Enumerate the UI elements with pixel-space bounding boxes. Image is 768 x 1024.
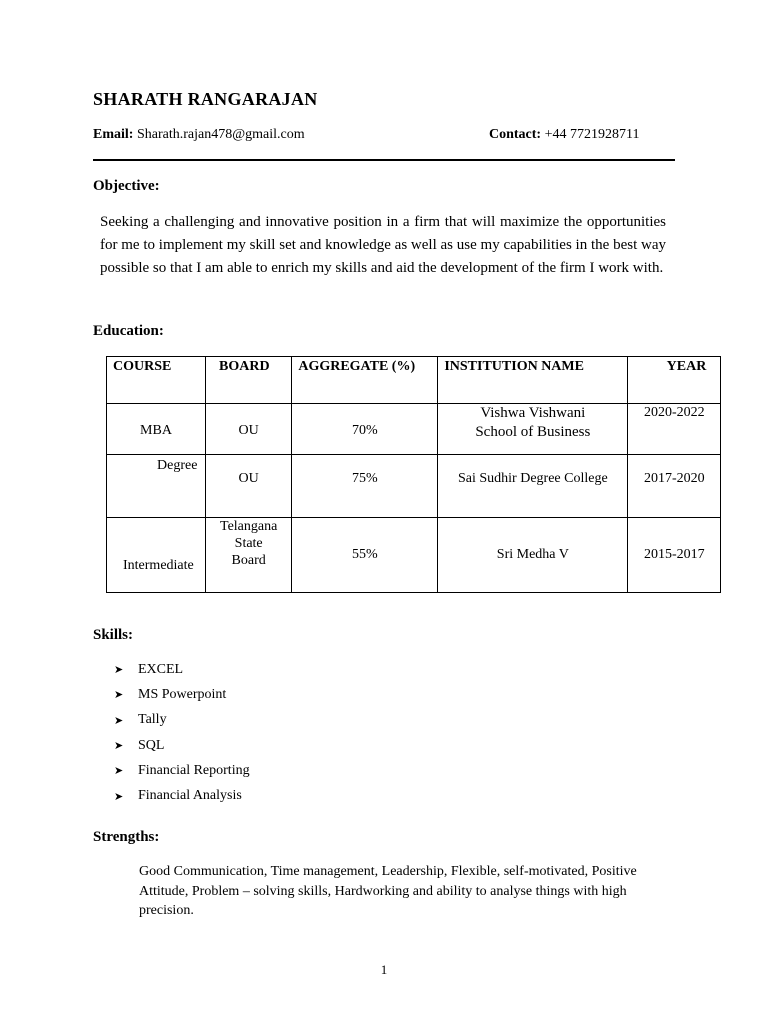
year-cell: 2020-2022 (628, 404, 721, 455)
institution-cell: Sri Medha V (438, 518, 628, 593)
arrow-bullet-icon: ➤ (114, 740, 124, 753)
skill-label: SQL (138, 737, 165, 753)
arrow-bullet-icon: ➤ (114, 765, 124, 778)
column-header-year: YEAR (628, 357, 721, 404)
institution-cell: Vishwa Vishwani School of Business (438, 404, 628, 455)
email-label: Email: (93, 127, 134, 142)
column-header-aggregate: AGGREGATE (%) (292, 357, 438, 404)
arrow-bullet-icon: ➤ (114, 689, 124, 702)
aggregate-cell: 55% (292, 518, 438, 593)
column-header-institution: INSTITUTION NAME (438, 357, 628, 404)
education-heading: Education: (93, 323, 164, 339)
arrow-bullet-icon: ➤ (114, 664, 124, 677)
objective-heading: Objective: (93, 178, 160, 194)
table-row (107, 404, 721, 455)
course-cell: Intermediate (107, 518, 206, 593)
year-cell: 2015-2017 (628, 518, 721, 593)
skill-label: EXCEL (138, 661, 184, 677)
education-table (106, 356, 721, 593)
aggregate-cell: 75% (292, 455, 438, 518)
list-item (114, 758, 250, 783)
table-row (107, 518, 721, 593)
arrow-bullet-icon: ➤ (114, 714, 124, 727)
objective-text: Seeking a challenging and innovative position in a firm that will maximize the opportunities for me to implement my skill set and knowledge as well as use my capabilities in the best way possible so that I am able to enrich my skills and aid the development of the firm I work with. (100, 214, 666, 276)
candidate-name: SHARATH RANGARAJAN (93, 89, 318, 109)
skill-label: MS Powerpoint (138, 686, 227, 702)
table-header-row (107, 357, 721, 404)
table-row (107, 455, 721, 518)
email-value: Sharath.rajan478@gmail.com (136, 127, 305, 142)
list-item (114, 657, 250, 682)
skill-label: Tally (138, 712, 167, 728)
list-item (114, 783, 250, 808)
email-line (93, 127, 305, 143)
contact-line (489, 127, 640, 143)
course-cell: Degree (107, 455, 206, 518)
skill-label: Financial Analysis (138, 788, 242, 804)
aggregate-cell: 70% (292, 404, 438, 455)
strengths-heading: Strengths: (93, 829, 160, 845)
column-header-course: COURSE (107, 357, 206, 404)
list-item (114, 682, 250, 707)
skills-heading: Skills: (93, 627, 134, 643)
board-cell: OU (206, 455, 292, 518)
column-header-board: BOARD (206, 357, 292, 404)
course-cell: MBA (107, 404, 206, 455)
list-item (114, 708, 250, 733)
contact-value: +44 7721928711 (544, 127, 640, 142)
board-cell: Telangana State Board (206, 518, 292, 593)
institution-cell: Sai Sudhir Degree College (438, 455, 628, 518)
skill-label: Financial Reporting (138, 762, 250, 778)
list-item (114, 733, 250, 758)
board-cell: OU (206, 404, 292, 455)
arrow-bullet-icon: ➤ (114, 790, 124, 803)
contact-label: Contact: (489, 127, 542, 142)
year-cell: 2017-2020 (628, 455, 721, 518)
strengths-text: Good Communication, Time management, Leadership, Flexible, self-motivated, Positive Attitude, Problem – solving skills, Hardworking and ability to analyse things with high precision. (139, 864, 637, 918)
skills-list (114, 657, 250, 809)
page-number: 1 (380, 962, 388, 977)
header-divider (93, 159, 675, 161)
